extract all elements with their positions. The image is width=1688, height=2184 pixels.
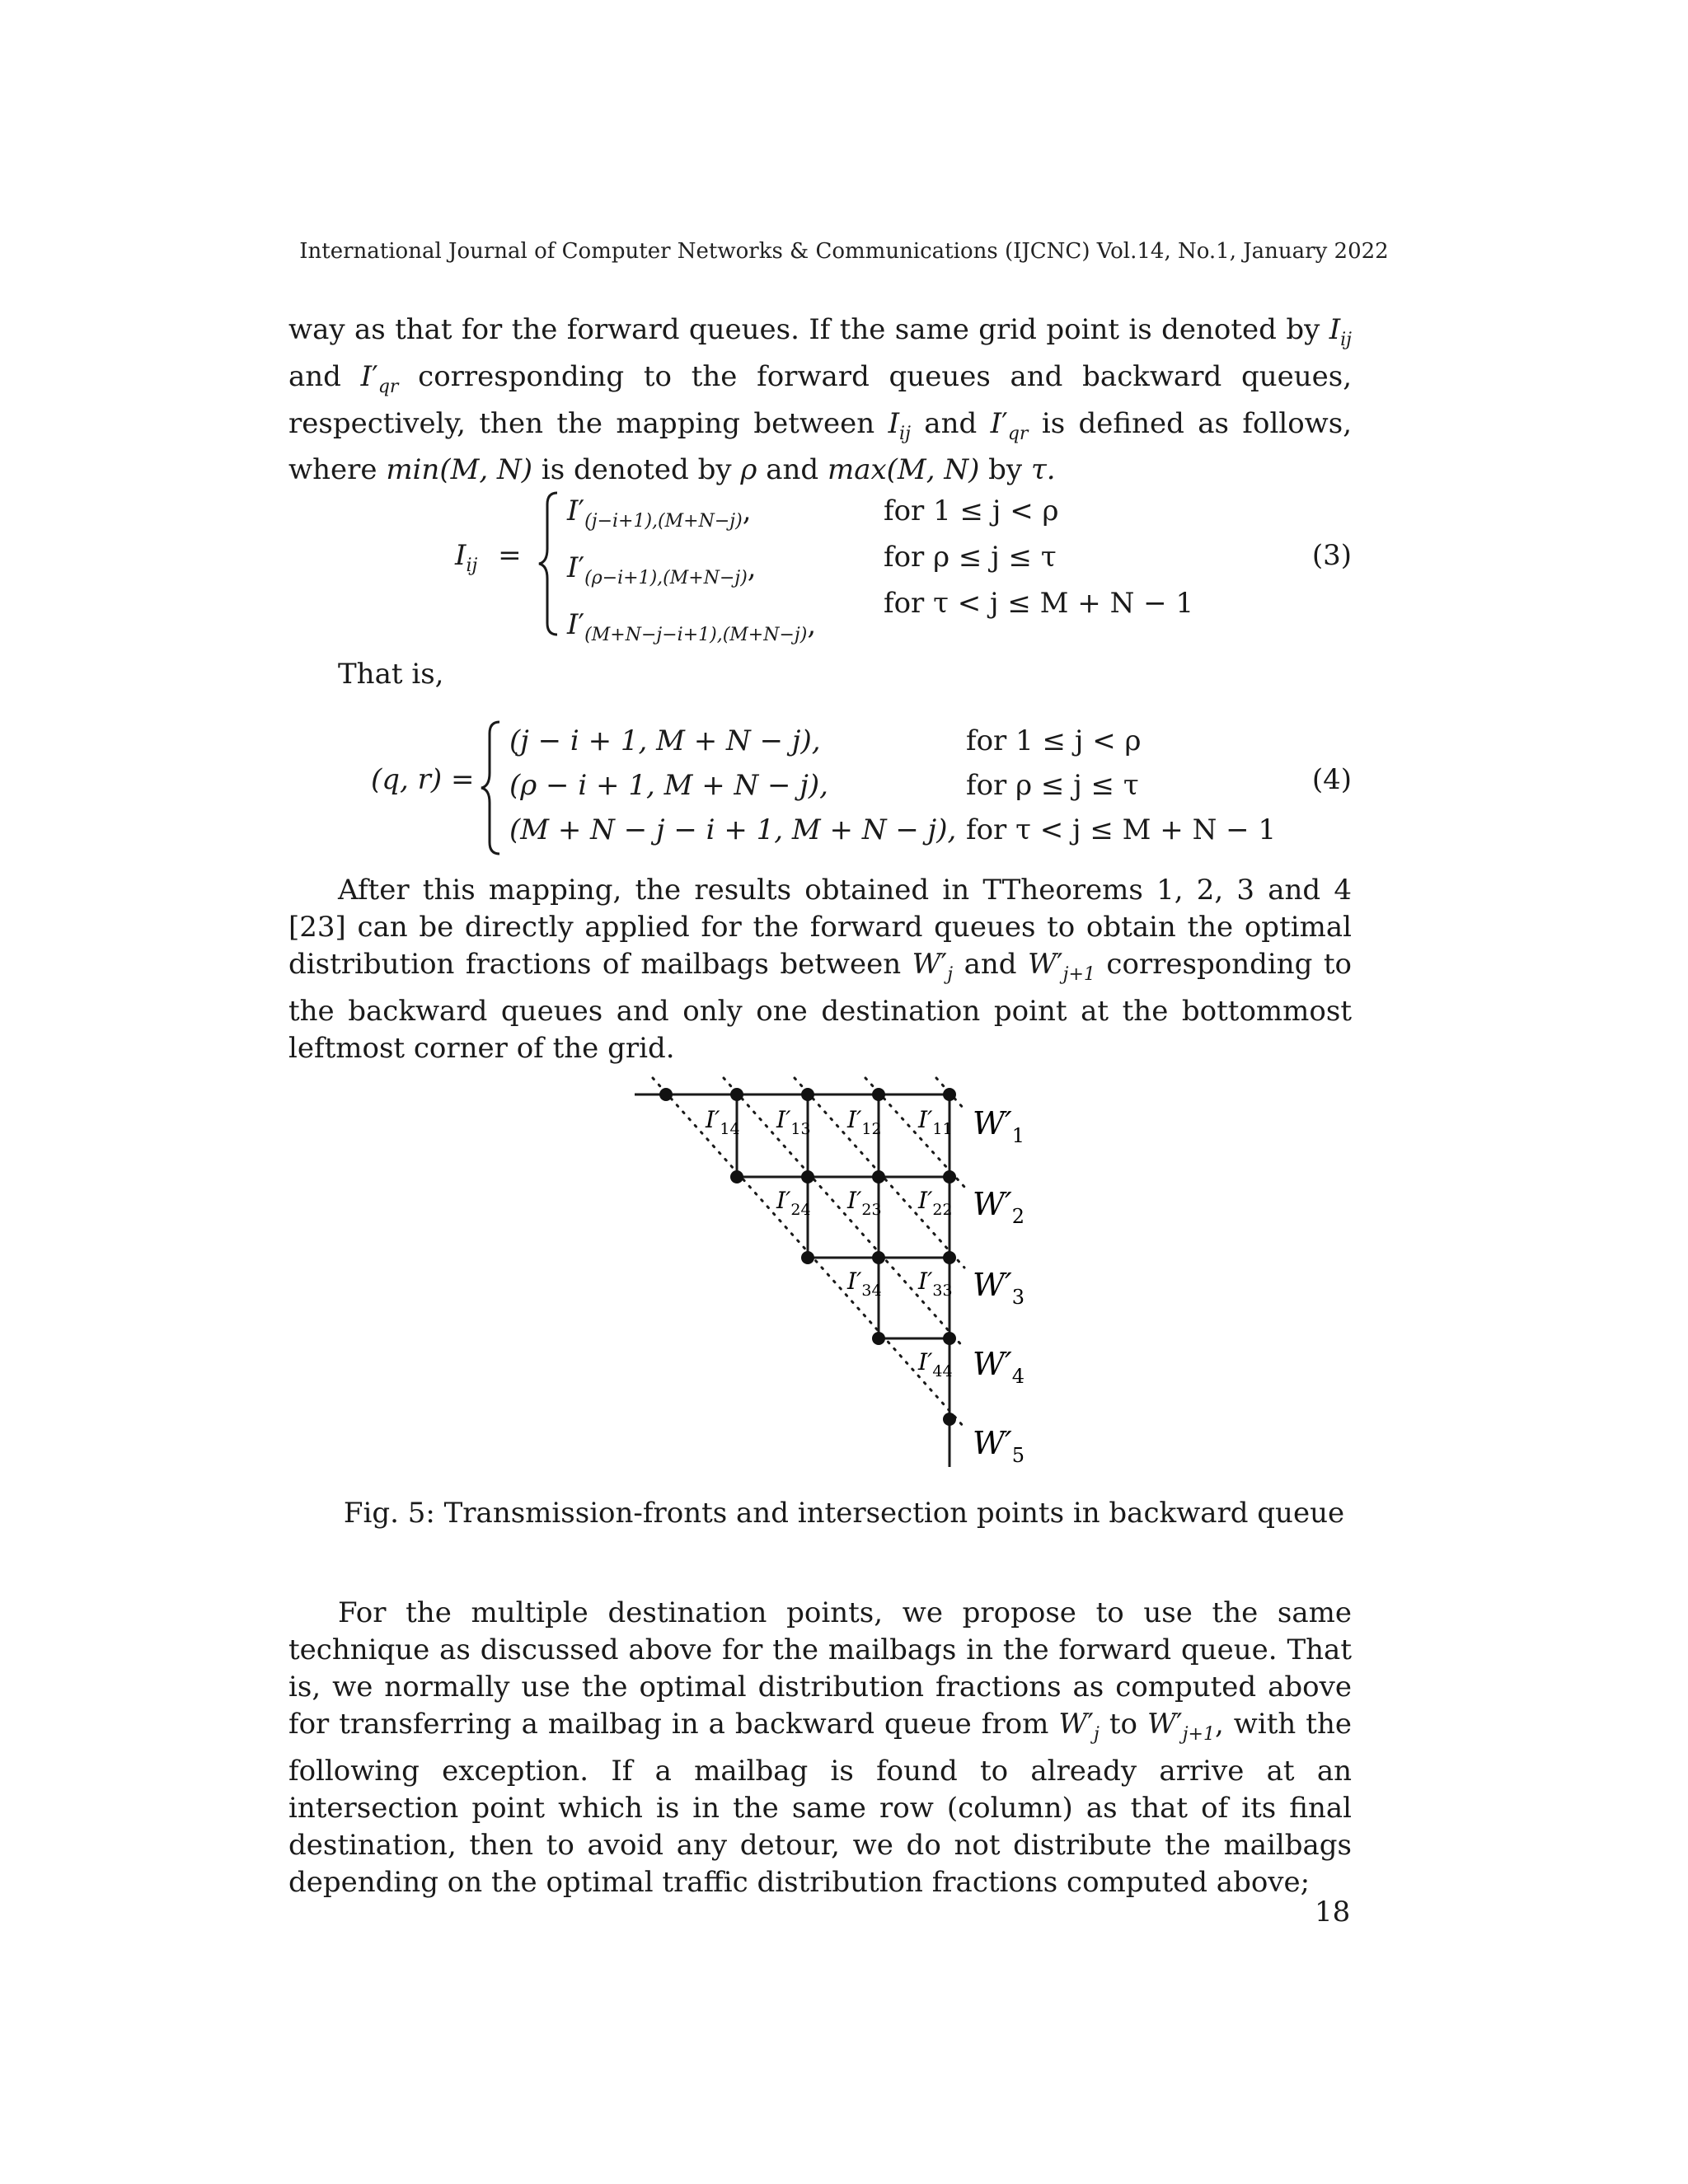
equation-number-3: (3) bbox=[1311, 539, 1352, 572]
paragraph-1: way as that for the forward queues. If the same grid point is denoted by $I_{ij}$ and $I'_{qr}$ corresponding to the forward queues and backward queues, respectively, then the mapping between $I_{ij}$ and $I'_{qr}$ is defined as follows, where min(M, N) is denoted by ρ and max(M, N) by τ. bbox=[288, 313, 1353, 487]
eq4-lhs: (q, r) = bbox=[371, 763, 475, 796]
equation-3 bbox=[288, 488, 1352, 645]
paragraph-2: After this mapping, the results obtained in TTheorems 1, 2, 3 and 4 [23] can be directly applied for the forward queues to obtain the optimal distribution fractions of mailbags between $W'_j$ and $W'_{j+1}$ corresponding to the backward queues and only one destination point at the bottommost leftmost corner of the grid. bbox=[288, 874, 1353, 1065]
paragraph-3: For the multiple destination points, we propose to use the same technique as discussed above for the mailbags in the forward queue. That is, we normally use the optimal distribution fractions as computed above for transferring a mailbag in a backward queue from $W'_j$ to $W'_{j+1}$, with the following exception. If a mailbag is found to already arrive at an intersection point which is in the same row (column) as that of its final destination, then to avoid any detour, we do not distribute the mailbags depending on the optimal traffic distribution fractions computed above; bbox=[288, 1596, 1352, 1899]
grid-lines bbox=[635, 1094, 950, 1467]
eq3-conditions: for 1 ≤ j < ρ for ρ ≤ j ≤ τ for τ < j ≤ M + N − 1 bbox=[884, 494, 1194, 620]
cell-label: $I'_{12}$ bbox=[847, 1106, 882, 1138]
figure-5 bbox=[610, 1063, 1025, 1492]
front-labels bbox=[973, 1105, 1025, 1467]
eq3-row-1: $I'_{(j-i+1),(M+N-j)}$, bbox=[567, 494, 752, 532]
figure-caption: Fig. 5: Transmission-fronts and intersection points in backward queue bbox=[343, 1497, 1345, 1530]
eq3-cases bbox=[567, 488, 816, 658]
front-label: $W'_1$ bbox=[973, 1105, 1025, 1147]
cell-label: $I'_{11}$ bbox=[918, 1106, 953, 1138]
cell-label: $I'_{14}$ bbox=[706, 1106, 740, 1138]
eq3-row-3: $I'_{(M+N-j-i+1),(M+N-j)}$, bbox=[567, 607, 817, 645]
cell-label: $I'_{33}$ bbox=[918, 1268, 953, 1300]
eq4-conditions: for 1 ≤ j < ρ for ρ ≤ j ≤ τ for τ < j ≤ M + N − 1 bbox=[966, 724, 1277, 846]
front-label: $W'_2$ bbox=[973, 1186, 1025, 1228]
cell-label: $I'_{22}$ bbox=[918, 1187, 953, 1219]
eq3-lhs: $I_{ij}$ = bbox=[455, 539, 522, 576]
left-brace-icon bbox=[480, 719, 504, 857]
cell-label: $I'_{23}$ bbox=[847, 1187, 882, 1219]
that-is-text: That is, bbox=[338, 658, 444, 691]
cell-label: $I'_{24}$ bbox=[776, 1187, 811, 1219]
eq4-cases: (j − i + 1, M + N − j), (ρ − i + 1, M + N − j), (M + N − j − i + 1, M + N − j), bbox=[509, 724, 957, 846]
front-label: $W'_5$ bbox=[973, 1425, 1025, 1467]
equation-4 bbox=[288, 717, 1352, 857]
page-number: 18 bbox=[1315, 1896, 1351, 1929]
eq3-row-2: $I'_{(\rho-i+1),(M+N-j)}$, bbox=[567, 551, 757, 588]
backward-queue-grid bbox=[610, 1063, 1025, 1492]
cell-label: $I'_{44}$ bbox=[918, 1348, 953, 1380]
cell-label: $I'_{34}$ bbox=[847, 1268, 882, 1300]
equation-number-4: (4) bbox=[1311, 763, 1352, 796]
running-header: International Journal of Computer Networks & Communications (IJCNC) Vol.14, No.1, January 2022 bbox=[299, 239, 1389, 264]
front-label: $W'_3$ bbox=[973, 1267, 1025, 1309]
cell-label: $I'_{13}$ bbox=[776, 1106, 811, 1138]
left-brace-icon bbox=[537, 490, 562, 638]
front-label: $W'_4$ bbox=[973, 1346, 1025, 1388]
